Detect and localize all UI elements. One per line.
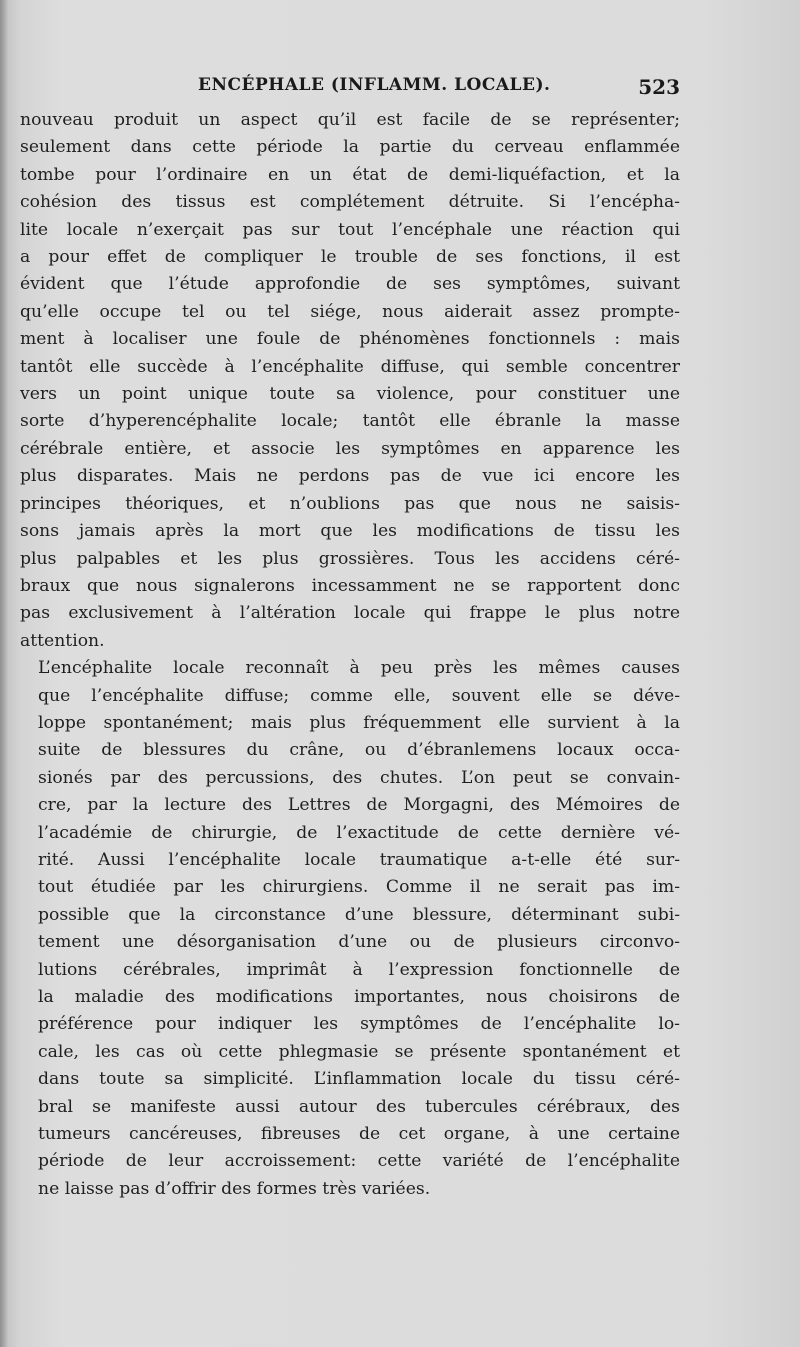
text-line: cérébrale entière, et associe les symptômes en apparence les — [20, 438, 680, 459]
text-line: que l’encéphalite diffuse; comme elle, souvent elle se déve- — [38, 685, 680, 706]
text-line: loppe spontanément; mais plus fréquemment elle survient à la — [38, 712, 680, 733]
text-line: lutions cérébrales, imprimât à l’expression fonctionnelle de — [38, 959, 680, 980]
text-line: préférence pour indiquer les symptômes de l’encéphalite lo- — [38, 1014, 680, 1035]
text-line: sorte d’hyperencéphalite locale; tantôt elle ébranle la masse — [20, 411, 680, 432]
text-line: tumeurs cancéreuses, fibreuses de cet organe, à une certaine — [38, 1124, 680, 1145]
text-line: tout étudiée par les chirurgiens. Comme il ne serait pas im- — [38, 877, 680, 898]
text-line: vers un point unique toute sa violence, pour constituer une — [20, 384, 680, 405]
text-line: cale, les cas où cette phlegmasie se présente spontanément et — [38, 1041, 680, 1062]
text-line: cre, par la lecture des Lettres de Morgagni, des Mémoires de — [38, 795, 680, 816]
text-line: attention. — [20, 630, 105, 651]
text-line: tombe pour l’ordinaire en un état de demi-liquéfaction, et la — [20, 164, 680, 185]
paragraph-1 — [20, 107, 680, 655]
page-header — [18, 75, 680, 101]
text-line: sons jamais après la mort que les modifications de tissu les — [20, 521, 680, 542]
text-line: tement une désorganisation d’une ou de plusieurs circonvo- — [38, 932, 680, 953]
text-line: évident que l’étude approfondie de ses symptômes, suivant — [20, 274, 680, 295]
text-line: sionés par des percussions, des chutes. L’on peut se convain- — [38, 767, 680, 788]
text-line: tantôt elle succède à l’encéphalite diffuse, qui semble concentrer — [20, 356, 680, 377]
text-line: a pour effet de compliquer le trouble de ses fonctions, il est — [20, 247, 680, 268]
text-line: cohésion des tissus est complétement détruite. Si l’encépha- — [20, 192, 680, 213]
text-line: principes théoriques, et n’oublions pas que nous ne saisis- — [20, 493, 680, 514]
page-binding-shadow — [0, 0, 8, 1347]
text-line: dans toute sa simplicité. L’inflammation locale du tissu céré- — [38, 1069, 680, 1090]
running-title: ENCÉPHALE (INFLAMM. LOCALE). — [198, 75, 551, 95]
text-line: plus palpables et les plus grossières. Tous les accidens céré- — [20, 548, 680, 569]
text-line: qu’elle occupe tel ou tel siége, nous aiderait assez prompte- — [20, 301, 680, 322]
text-line: seulement dans cette période la partie du cerveau enflammée — [20, 137, 680, 158]
text-line: nouveau produit un aspect qu’il est facile de se représenter; — [20, 110, 680, 130]
text-line: plus disparates. Mais ne perdons pas de vue ici encore les — [20, 466, 680, 487]
text-line: lite locale n’exerçait pas sur tout l’encéphale une réaction qui — [20, 219, 680, 240]
text-line: bral se manifeste aussi autour des tubercules cérébraux, des — [38, 1096, 680, 1117]
text-line: ment à localiser une foule de phénomènes fonctionnels : mais — [20, 329, 680, 350]
text-line: ne laisse pas d’offrir des formes très variées. — [38, 1178, 431, 1199]
text-line: la maladie des modifications importantes, nous choisirons de — [38, 987, 680, 1007]
text-line: pas exclusivement à l’altération locale qui frappe le plus notre — [20, 603, 680, 624]
text-line: rité. Aussi l’encéphalite locale traumatique a-t-elle été sur- — [38, 849, 680, 870]
text-line: suite de blessures du crâne, ou d’ébranlemens locaux occa- — [38, 740, 680, 761]
body-text — [20, 107, 680, 1203]
text-line: braux que nous signalerons incessamment ne se rapportent donc — [20, 575, 680, 596]
text-line: période de leur accroissement: cette variété de l’encéphalite — [38, 1151, 680, 1172]
text-line: l’académie de chirurgie, de l’exactitude de cette dernière vé- — [38, 822, 680, 843]
text-line: possible que la circonstance d’une blessure, déterminant subi- — [38, 904, 680, 925]
paragraph-2 — [20, 655, 680, 1203]
page-number: 523 — [638, 75, 680, 99]
text-line: L’encéphalite locale reconnaît à peu près les mêmes causes — [38, 658, 680, 679]
